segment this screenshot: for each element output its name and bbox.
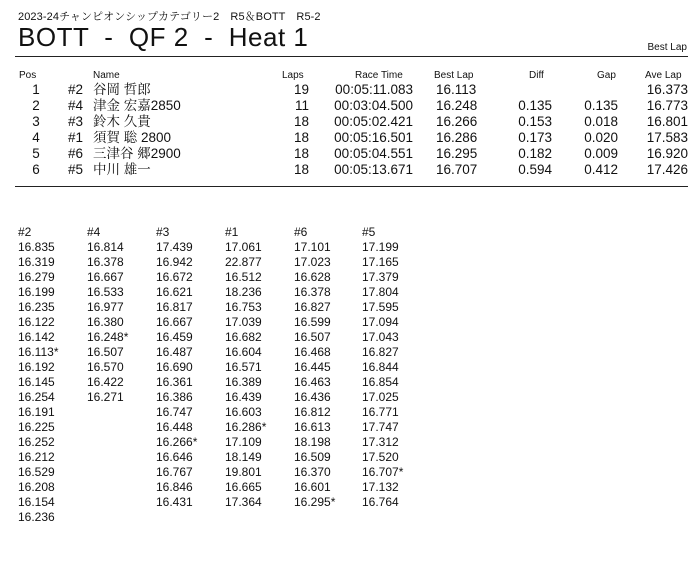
lap-time-value: 16.942 [156,255,193,269]
lap-time-value: 16.667 [156,315,193,329]
lap-time-value: 16.122 [18,315,55,329]
lap-time-value: 16.463 [294,375,331,389]
position-cell: 2 [32,98,40,113]
lap-time-value: 17.061 [225,240,262,254]
ave-lap-cell: 16.801 [646,114,688,129]
car-number-cell: #6 [67,146,83,161]
lap-time-value: 16.266* [156,435,198,449]
lap-time-value: 16.436 [294,390,331,404]
lap-time-value: 16.571 [225,360,262,374]
lap-time-value: 19.801 [225,465,262,479]
car-number-cell: #1 [67,130,83,145]
gap-cell: 0.009 [584,146,618,161]
lap-time-value: 16.142 [18,330,55,344]
lap-time-value: 16.236 [18,510,55,524]
result-row [0,114,700,130]
lap-time-value: 18.149 [225,450,262,464]
lap-time-value: 22.877 [225,255,262,269]
best-lap-cell: 16.248 [436,98,478,113]
laps-cell: 18 [293,146,309,161]
lap-time-value: 16.439 [225,390,262,404]
lap-time-value: 16.113* [18,345,59,359]
lap-time-value: 17.364 [225,495,262,509]
lap-time-value: 16.604 [225,345,262,359]
lap-time-value: 17.379 [362,270,399,284]
race-time-cell: 00:05:13.671 [334,162,413,177]
driver-name-cell: 谷岡 哲郎 [93,82,151,97]
position-cell: 6 [32,162,40,177]
lap-time-value: 16.771 [362,405,399,419]
lap-time-value: 16.208 [18,480,55,494]
car-number-cell: #2 [67,82,83,97]
lap-time-value: 16.380 [87,315,124,329]
header-divider [15,56,688,57]
laps-cell: 18 [293,162,309,177]
col-pos-header: Pos [19,70,37,81]
lap-time-value: 16.814 [87,240,124,254]
laps-cell: 18 [293,114,309,129]
lap-time-value: 16.319 [18,255,55,269]
driver-name-cell: 三津谷 郷2900 [93,146,181,161]
col-diff-header: Diff [529,70,544,81]
lap-time-value: 17.520 [362,450,399,464]
lap-time-value: 16.154 [18,495,55,509]
car-number-cell: #5 [67,162,83,177]
lap-time-value: 16.665 [225,480,262,494]
lap-column-header: #3 [156,225,170,239]
lap-time-value: 16.279 [18,270,55,284]
lap-time-value: 16.835 [18,240,55,254]
lap-time-value: 16.235 [18,300,55,314]
position-cell: 1 [32,82,40,97]
col-race-time-header: Race Time [355,70,403,81]
result-row [0,130,700,146]
lap-time-value: 16.827 [294,300,331,314]
lap-time-value: 16.512 [225,270,262,284]
lap-time-value: 17.043 [362,330,399,344]
lap-time-value: 16.827 [362,345,399,359]
lap-time-value: 16.487 [156,345,193,359]
race-time-cell: 00:05:11.083 [335,82,413,97]
diff-cell: 0.153 [518,114,552,129]
race-time-cell: 00:05:04.551 [334,146,413,161]
driver-name-cell: 須賀 聡 2800 [93,130,172,145]
lap-time-value: 16.846 [156,480,193,494]
lap-time-value: 16.646 [156,450,193,464]
gap-cell: 0.135 [584,98,618,113]
lap-time-value: 17.199 [362,240,399,254]
lap-column [362,225,403,510]
lap-time-value: 16.613 [294,420,331,434]
lap-time-value: 17.094 [362,315,399,329]
lap-time-value: 16.145 [18,375,55,389]
driver-name-cell: 津金 宏嘉2850 [93,98,181,113]
lap-time-value: 16.509 [294,450,331,464]
lap-time-value: 17.747 [362,420,399,434]
diff-cell: 0.135 [518,98,552,113]
lap-time-value: 16.628 [294,270,331,284]
result-row [0,82,700,98]
lap-time-value: 17.312 [362,435,399,449]
laps-cell: 11 [294,98,309,113]
gap-cell: 0.018 [584,114,618,129]
lap-time-value: 16.767 [156,465,193,479]
race-time-cell: 00:05:02.421 [334,114,413,129]
lap-time-value: 17.595 [362,300,399,314]
ave-lap-cell: 17.426 [646,162,688,177]
lap-time-value: 16.225 [18,420,55,434]
lap-time-value: 17.165 [362,255,399,269]
position-cell: 5 [32,146,40,161]
diff-cell: 0.182 [518,146,552,161]
col-laps-header: Laps [282,70,304,81]
lap-time-value: 16.621 [156,285,193,299]
lap-column [294,225,335,510]
lap-time-value: 17.132 [362,480,399,494]
best-lap-cell: 16.113 [436,82,477,97]
gap-cell: 0.020 [584,130,618,145]
laps-cell: 18 [293,130,309,145]
car-number-cell: #4 [67,98,83,113]
lap-time-value: 16.422 [87,375,124,389]
lap-time-value: 16.667 [87,270,124,284]
position-cell: 4 [32,130,40,145]
lap-time-value: 16.603 [225,405,262,419]
lap-time-value: 17.804 [362,285,399,299]
lap-time-value: 16.370 [294,465,331,479]
driver-name-cell: 鈴木 久貴 [93,114,151,129]
lap-time-value: 16.212 [18,450,55,464]
car-number-cell: #3 [67,114,83,129]
results-divider [15,186,688,187]
lap-time-value: 16.682 [225,330,262,344]
lap-column-header: #4 [87,225,101,239]
lap-time-value: 16.191 [18,405,55,419]
lap-column-header: #2 [18,225,32,239]
lap-time-value: 16.507 [87,345,124,359]
col-name-header: Name [93,70,120,81]
lap-time-value: 16.431 [156,495,193,509]
lap-time-value: 16.459 [156,330,193,344]
lap-time-value: 16.445 [294,360,331,374]
lap-time-value: 16.844 [362,360,399,374]
lap-time-value: 16.378 [87,255,124,269]
lap-time-value: 16.248* [87,330,129,344]
ave-lap-cell: 17.583 [646,130,688,145]
lap-time-value: 18.198 [294,435,331,449]
lap-time-value: 16.254 [18,390,55,404]
lap-time-value: 16.361 [156,375,193,389]
result-row [0,146,700,162]
ave-lap-cell: 16.373 [646,82,688,97]
best-lap-cell: 16.707 [436,162,478,177]
lap-column [18,225,58,525]
lap-column-header: #5 [362,225,376,239]
lap-time-value: 16.601 [294,480,331,494]
lap-time-value: 16.271 [87,390,124,404]
best-lap-cell: 16.295 [436,146,478,161]
lap-time-value: 16.295* [294,495,336,509]
lap-time-value: 16.747 [156,405,193,419]
lap-time-value: 16.448 [156,420,193,434]
ave-lap-cell: 16.920 [646,146,688,161]
lap-time-value: 17.039 [225,315,262,329]
lap-time-value: 16.468 [294,345,331,359]
lap-time-value: 16.812 [294,405,331,419]
lap-time-value: 17.101 [294,240,331,254]
best-lap-cell: 16.286 [436,130,478,145]
race-time-cell: 00:03:04.500 [334,98,413,113]
sort-label: Best Lap [647,42,687,53]
lap-time-value: 16.252 [18,435,55,449]
lap-column [156,225,197,510]
race-time-cell: 00:05:16.501 [334,130,413,145]
lap-time-value: 16.378 [294,285,331,299]
lap-time-value: 16.529 [18,465,55,479]
lap-time-value: 16.707* [362,465,404,479]
lap-time-value: 16.192 [18,360,55,374]
report-subtitle: 2023-24チャンピオンシップカテゴリー2 R5＆BOTT R5-2 [18,11,321,23]
lap-time-value: 16.817 [156,300,193,314]
lap-time-value: 17.109 [225,435,262,449]
lap-time-value: 16.570 [87,360,124,374]
lap-time-value: 16.854 [362,375,399,389]
lap-time-value: 17.025 [362,390,399,404]
lap-time-value: 16.672 [156,270,193,284]
lap-time-value: 16.199 [18,285,55,299]
diff-cell: 0.594 [518,162,552,177]
lap-time-value: 17.439 [156,240,193,254]
lap-time-value: 16.977 [87,300,124,314]
lap-time-value: 16.753 [225,300,262,314]
driver-name-cell: 中川 雄一 [93,162,151,177]
diff-cell: 0.173 [518,130,552,145]
ave-lap-cell: 16.773 [646,98,688,113]
gap-cell: 0.412 [584,162,618,177]
lap-time-value: 16.599 [294,315,331,329]
laps-cell: 19 [293,82,309,97]
lap-time-value: 16.389 [225,375,262,389]
lap-column [87,225,128,405]
lap-column-header: #6 [294,225,308,239]
best-lap-cell: 16.266 [436,114,478,129]
lap-time-value: 16.507 [294,330,331,344]
lap-column [225,225,266,510]
lap-time-value: 16.386 [156,390,193,404]
result-row [0,98,700,114]
lap-time-value: 16.533 [87,285,124,299]
col-best-lap-header: Best Lap [434,70,474,81]
col-gap-header: Gap [597,70,616,81]
report-title: BOTT - QF 2 - Heat 1 [18,22,309,52]
lap-time-value: 16.690 [156,360,193,374]
col-ave-lap-header: Ave Lap [645,70,682,81]
result-row [0,162,700,178]
position-cell: 3 [32,114,40,129]
lap-time-value: 16.286* [225,420,267,434]
lap-column-header: #1 [225,225,239,239]
lap-time-value: 18.236 [225,285,262,299]
lap-time-value: 17.023 [294,255,331,269]
lap-time-value: 16.764 [362,495,399,509]
